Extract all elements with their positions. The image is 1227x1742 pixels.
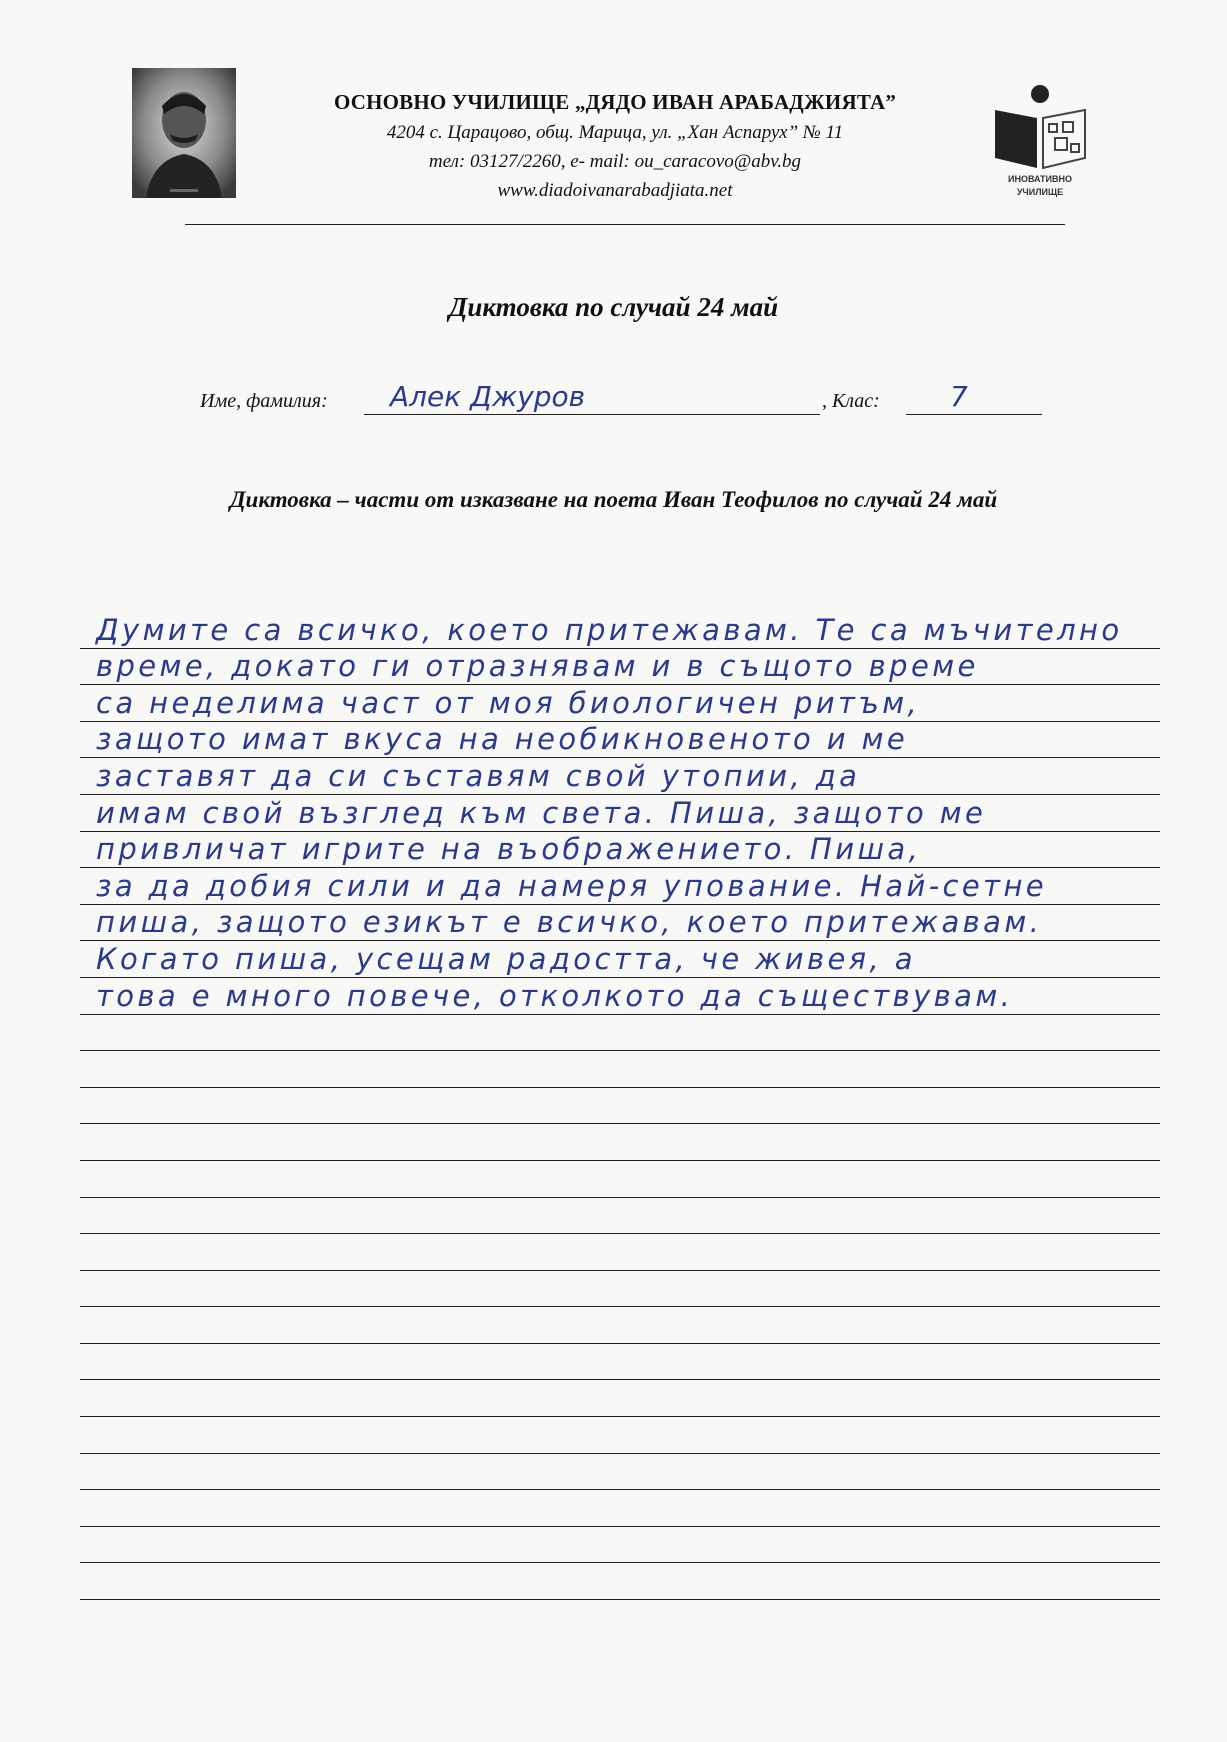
page-title: Диктовка по случай 24 май bbox=[448, 292, 779, 322]
school-contacts: тел: 03127/2260, e- mail: ou_caracovo@abv.bg bbox=[428, 151, 802, 172]
writing-line bbox=[80, 649, 1160, 686]
writing-lines bbox=[80, 612, 1160, 1600]
writing-line bbox=[80, 1563, 1160, 1600]
writing-line bbox=[80, 1307, 1160, 1344]
writing-line bbox=[80, 1344, 1160, 1381]
dictation-subtitle: Диктовка – части от изказване на поета Иван Теофилов по случай 24 май bbox=[229, 487, 998, 512]
writing-line bbox=[80, 1088, 1160, 1125]
writing-line bbox=[80, 1051, 1160, 1088]
handwritten-text: защото имат вкуса на необикновеното и ме bbox=[96, 722, 909, 757]
writing-line bbox=[80, 685, 1160, 722]
class-field-line bbox=[906, 414, 1042, 415]
student-info-row bbox=[200, 380, 1060, 420]
logo-text-1: ИНОВАТИВНО bbox=[1007, 174, 1073, 184]
name-field-line bbox=[364, 414, 820, 415]
handwritten-text: заставят да си съставям свой утопии, да bbox=[96, 758, 861, 793]
name-value: Алек Джуров bbox=[390, 380, 586, 413]
writing-line bbox=[80, 1380, 1160, 1417]
writing-line bbox=[80, 978, 1160, 1015]
handwritten-text: Когато пиша, усещам радостта, че живея, а bbox=[96, 941, 916, 976]
header-divider bbox=[185, 224, 1065, 225]
handwritten-text: имам свой възглед към света. Пиша, защото ме bbox=[96, 795, 987, 830]
founder-portrait bbox=[132, 68, 236, 198]
writing-line bbox=[80, 905, 1160, 942]
writing-line bbox=[80, 1124, 1160, 1161]
handwritten-text: пиша, защото езикът е всичко, което притежавам. bbox=[96, 905, 1043, 940]
innovative-school-logo bbox=[985, 82, 1095, 204]
writing-line bbox=[80, 1417, 1160, 1454]
writing-line bbox=[80, 612, 1160, 649]
writing-line bbox=[80, 1527, 1160, 1564]
handwritten-text: Думите са всичко, което притежавам. Те са мъчително bbox=[96, 612, 1123, 647]
school-name: ОСНОВНО УЧИЛИЩЕ „ДЯДО ИВАН АРАБАДЖИЯТА” bbox=[333, 90, 897, 114]
writing-line bbox=[80, 1271, 1160, 1308]
handwritten-text: са неделима част от моя биологичен ритъм, bbox=[96, 685, 921, 720]
writing-line bbox=[80, 1234, 1160, 1271]
name-label: Име, фамилия: bbox=[200, 390, 328, 412]
writing-line bbox=[80, 758, 1160, 795]
class-value: 7 bbox=[950, 380, 968, 413]
school-website: www.diadoivanarabadjiata.net bbox=[497, 180, 733, 201]
writing-line bbox=[80, 1161, 1160, 1198]
letterhead bbox=[250, 90, 980, 202]
writing-line bbox=[80, 1015, 1160, 1052]
class-label: , Клас: bbox=[822, 390, 880, 412]
school-address: 4204 с. Царацово, общ. Марица, ул. „Хан Аспарух” № 11 bbox=[386, 122, 844, 143]
writing-line bbox=[80, 1454, 1160, 1491]
writing-line bbox=[80, 1198, 1160, 1235]
handwritten-text: време, докато ги отразнявам и в същото време bbox=[96, 649, 979, 684]
handwritten-text: това е много повече, отколкото да съществувам. bbox=[96, 978, 1014, 1013]
writing-line bbox=[80, 941, 1160, 978]
writing-line bbox=[80, 868, 1160, 905]
logo-text-2: УЧИЛИЩЕ bbox=[1016, 187, 1064, 197]
handwritten-text: за да добия сили и да намеря упование. Най-сетне bbox=[96, 868, 1048, 903]
writing-line bbox=[80, 832, 1160, 869]
writing-line bbox=[80, 722, 1160, 759]
writing-line bbox=[80, 1490, 1160, 1527]
handwritten-text: привличат игрите на въображението. Пиша, bbox=[96, 832, 922, 867]
writing-line bbox=[80, 795, 1160, 832]
